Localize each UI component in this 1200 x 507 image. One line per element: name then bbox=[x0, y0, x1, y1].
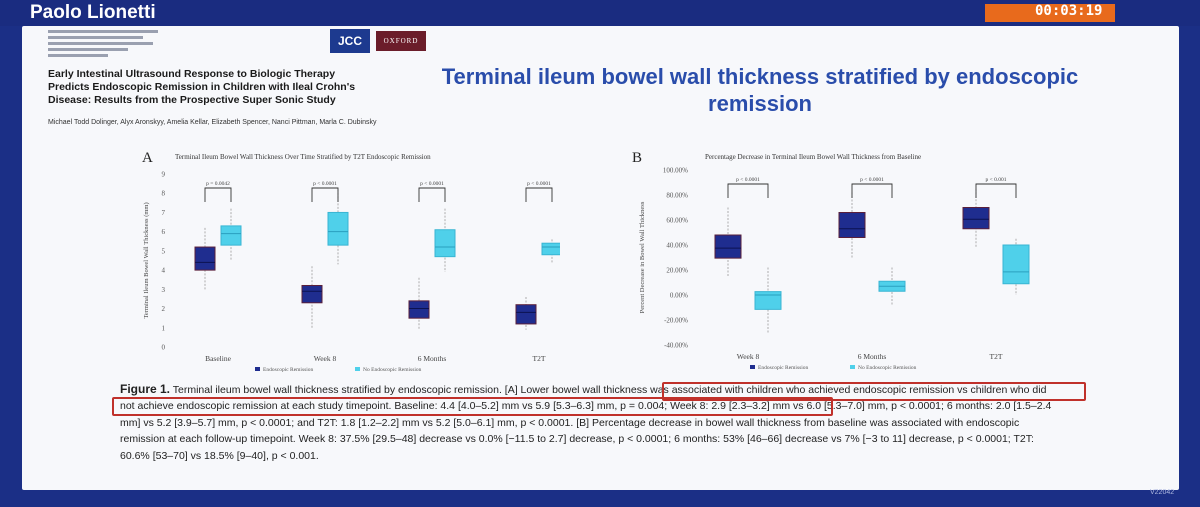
chart-a-y-tick-label: 4 bbox=[161, 266, 165, 275]
chart-b-legend-label-remission: Endoscopic Remission bbox=[758, 365, 809, 371]
chart-a-significance-bracket bbox=[419, 188, 445, 202]
chart-a-ylabel: Terminal Ileum Bowel Wall Thickness (mm) bbox=[143, 202, 150, 319]
chart-b-x-tick-label: Week 8 bbox=[736, 352, 760, 361]
chart-a-p-value: p = 0.0042 bbox=[206, 181, 230, 187]
chart-a-box-no-remission bbox=[328, 212, 348, 245]
chart-a-y-tick-label: 0 bbox=[161, 343, 165, 352]
figure-b-chart bbox=[630, 142, 1050, 377]
chart-a-box-no-remission bbox=[542, 243, 560, 255]
figure-a-chart bbox=[130, 142, 560, 377]
slide-title: Terminal ileum bowel wall thickness stratified by endoscopic remission bbox=[441, 64, 1079, 116]
chart-b-y-tick-label: 40.00% bbox=[666, 241, 688, 250]
chart-a-y-tick-label: 9 bbox=[161, 170, 165, 179]
chart-a-box-remission bbox=[409, 301, 429, 318]
chart-b-p-value: p < 0.001 bbox=[985, 177, 1007, 183]
chart-a-title: Terminal Ileum Bowel Wall Thickness Over Time Stratified by T2T Endoscopic Remission bbox=[175, 153, 431, 161]
chart-a-y-tick-label: 3 bbox=[161, 285, 165, 294]
chart-b-p-value: p < 0.0001 bbox=[860, 177, 884, 183]
chart-b-box-remission bbox=[963, 208, 989, 229]
chart-a-x-tick-label: 6 Months bbox=[417, 354, 447, 363]
caption-label: Figure 1. bbox=[120, 382, 171, 396]
chart-a-significance-bracket bbox=[205, 188, 231, 202]
oxford-logo: OXFORD bbox=[376, 31, 426, 51]
paper-title: Early Intestinal Ultrasound Response to Biologic Therapy Predicts Endoscopic Remission in Children with Ileal Crohn's Disease: Results from the Prospective Super Sonic Study bbox=[48, 68, 356, 106]
chart-b-x-tick-label: 6 Months bbox=[857, 352, 887, 361]
chart-a-p-value: p < 0.0001 bbox=[527, 181, 551, 187]
caption-highlight-2 bbox=[112, 397, 833, 416]
chart-b-legend-swatch-remission bbox=[750, 365, 755, 369]
chart-b-ylabel: Percent Decrease in Bowel Wall Thickness bbox=[639, 201, 646, 314]
chart-b-significance-bracket bbox=[976, 184, 1016, 198]
chart-a-legend-swatch-remission bbox=[255, 367, 260, 371]
chart-a-y-tick-label: 7 bbox=[161, 208, 165, 217]
chart-a-y-tick-label: 6 bbox=[161, 228, 165, 237]
chart-a-y-tick-label: 1 bbox=[161, 324, 165, 333]
chart-b-y-tick-label: 80.00% bbox=[666, 191, 688, 200]
chart-b-legend-label-no-remission: No Endoscopic Remission bbox=[858, 365, 917, 371]
chart-a-y-tick-label: 5 bbox=[161, 247, 165, 256]
chart-a-box-no-remission bbox=[435, 230, 455, 257]
chart-a-legend-swatch-no-remission bbox=[355, 367, 360, 371]
chart-a-box-remission bbox=[302, 285, 322, 302]
chart-a-legend-label-remission: Endoscopic Remission bbox=[263, 367, 314, 373]
chart-a-y-tick-label: 8 bbox=[161, 189, 165, 198]
chart-a-p-value: p < 0.0001 bbox=[313, 181, 337, 187]
chart-b-legend-swatch-no-remission bbox=[850, 365, 855, 369]
chart-b-y-tick-label: -40.00% bbox=[664, 341, 688, 350]
chart-b-x-tick-label: T2T bbox=[989, 352, 1003, 361]
chart-a-p-value: p < 0.0001 bbox=[420, 181, 444, 187]
chart-b-y-tick-label: 100.00% bbox=[662, 166, 688, 175]
chart-b-y-tick-label: 20.00% bbox=[666, 266, 688, 275]
caption-text: Terminal ileum bowel wall thickness stratified by endoscopic remission. [A] Lower bowel wall thickness was associated with children who achieved endoscopic remission vs children who did not achieve endoscopic remission at each study timepoint. Baseline: 4.4 [4.0–5.2] mm vs 5.9 [5.3–6.3] mm, p = 0.004; Week 8: 2.9 [2.3–3.2] mm vs 6.0 [5.3–7.0] mm, p < 0.0001; 6 months: 2.0 [1.5–2.4 mm] vs 5.2 [3.9–5.7] mm, p < 0.0001; and T2T: 1.8 [1.2–2.2] mm vs 5.2 [5.0–6.1] mm, p < 0.0001. [B] Percentage decrease in bowel wall thickness from baseline was associated with endoscopic remission at each follow-up timepoint. Week 8: 37.5% [29.5–48] decrease vs 0.0% [−11.5 to 2.7] decrease, p < 0.0001; 6 months: 53% [46–66] decrease vs 7% [−3 to 11] decrease, p < 0.0001; T2T: 60.6% [53–70] vs 18.5% [9–40], p < 0.001. bbox=[120, 384, 1052, 462]
chart-b-box-no-remission bbox=[1003, 245, 1029, 284]
chart-b-significance-bracket bbox=[728, 184, 768, 198]
chart-a-box-remission bbox=[516, 305, 536, 324]
chart-a-panel-label: A bbox=[142, 150, 153, 166]
chart-a-x-tick-label: T2T bbox=[532, 354, 546, 363]
corner-code: V22042 bbox=[1150, 489, 1175, 496]
chart-a-x-tick-label: Week 8 bbox=[313, 354, 337, 363]
chart-a-box-remission bbox=[195, 247, 215, 270]
chart-b-box-remission bbox=[715, 235, 741, 258]
chart-a-x-tick-label: Baseline bbox=[205, 354, 231, 363]
chart-a-box-no-remission bbox=[221, 226, 241, 245]
presenter-name: Paolo Lionetti bbox=[30, 2, 156, 23]
chart-b-box-remission bbox=[839, 213, 865, 238]
chart-a-legend-label-no-remission: No Endoscopic Remission bbox=[363, 367, 422, 373]
top-bar bbox=[0, 0, 1200, 26]
jcc-logo: JCC bbox=[330, 29, 370, 53]
chart-b-p-value: p < 0.0001 bbox=[736, 177, 760, 183]
chart-b-y-tick-label: -20.00% bbox=[664, 316, 688, 325]
chart-a-significance-bracket bbox=[526, 188, 552, 202]
chart-a-significance-bracket bbox=[312, 188, 338, 202]
timer-display: 00:03:19 bbox=[1035, 3, 1103, 19]
chart-b-y-tick-label: 60.00% bbox=[666, 216, 688, 225]
chart-b-y-tick-label: 0.00% bbox=[669, 291, 688, 300]
chart-b-significance-bracket bbox=[852, 184, 892, 198]
chart-b-panel-label: B bbox=[632, 150, 643, 166]
journal-meta-lines bbox=[48, 30, 168, 60]
paper-authors: Michael Todd Dolinger, Alyx Aronskyy, Amelia Kellar, Elizabeth Spencer, Nanci Pittman, Marla C. Dubinsky bbox=[48, 119, 377, 126]
chart-a-y-tick-label: 2 bbox=[161, 305, 165, 314]
chart-b-title: Percentage Decrease in Terminal Ileum Bowel Wall Thickness from Baseline bbox=[705, 153, 922, 161]
chart-b-box-no-remission bbox=[755, 292, 781, 310]
